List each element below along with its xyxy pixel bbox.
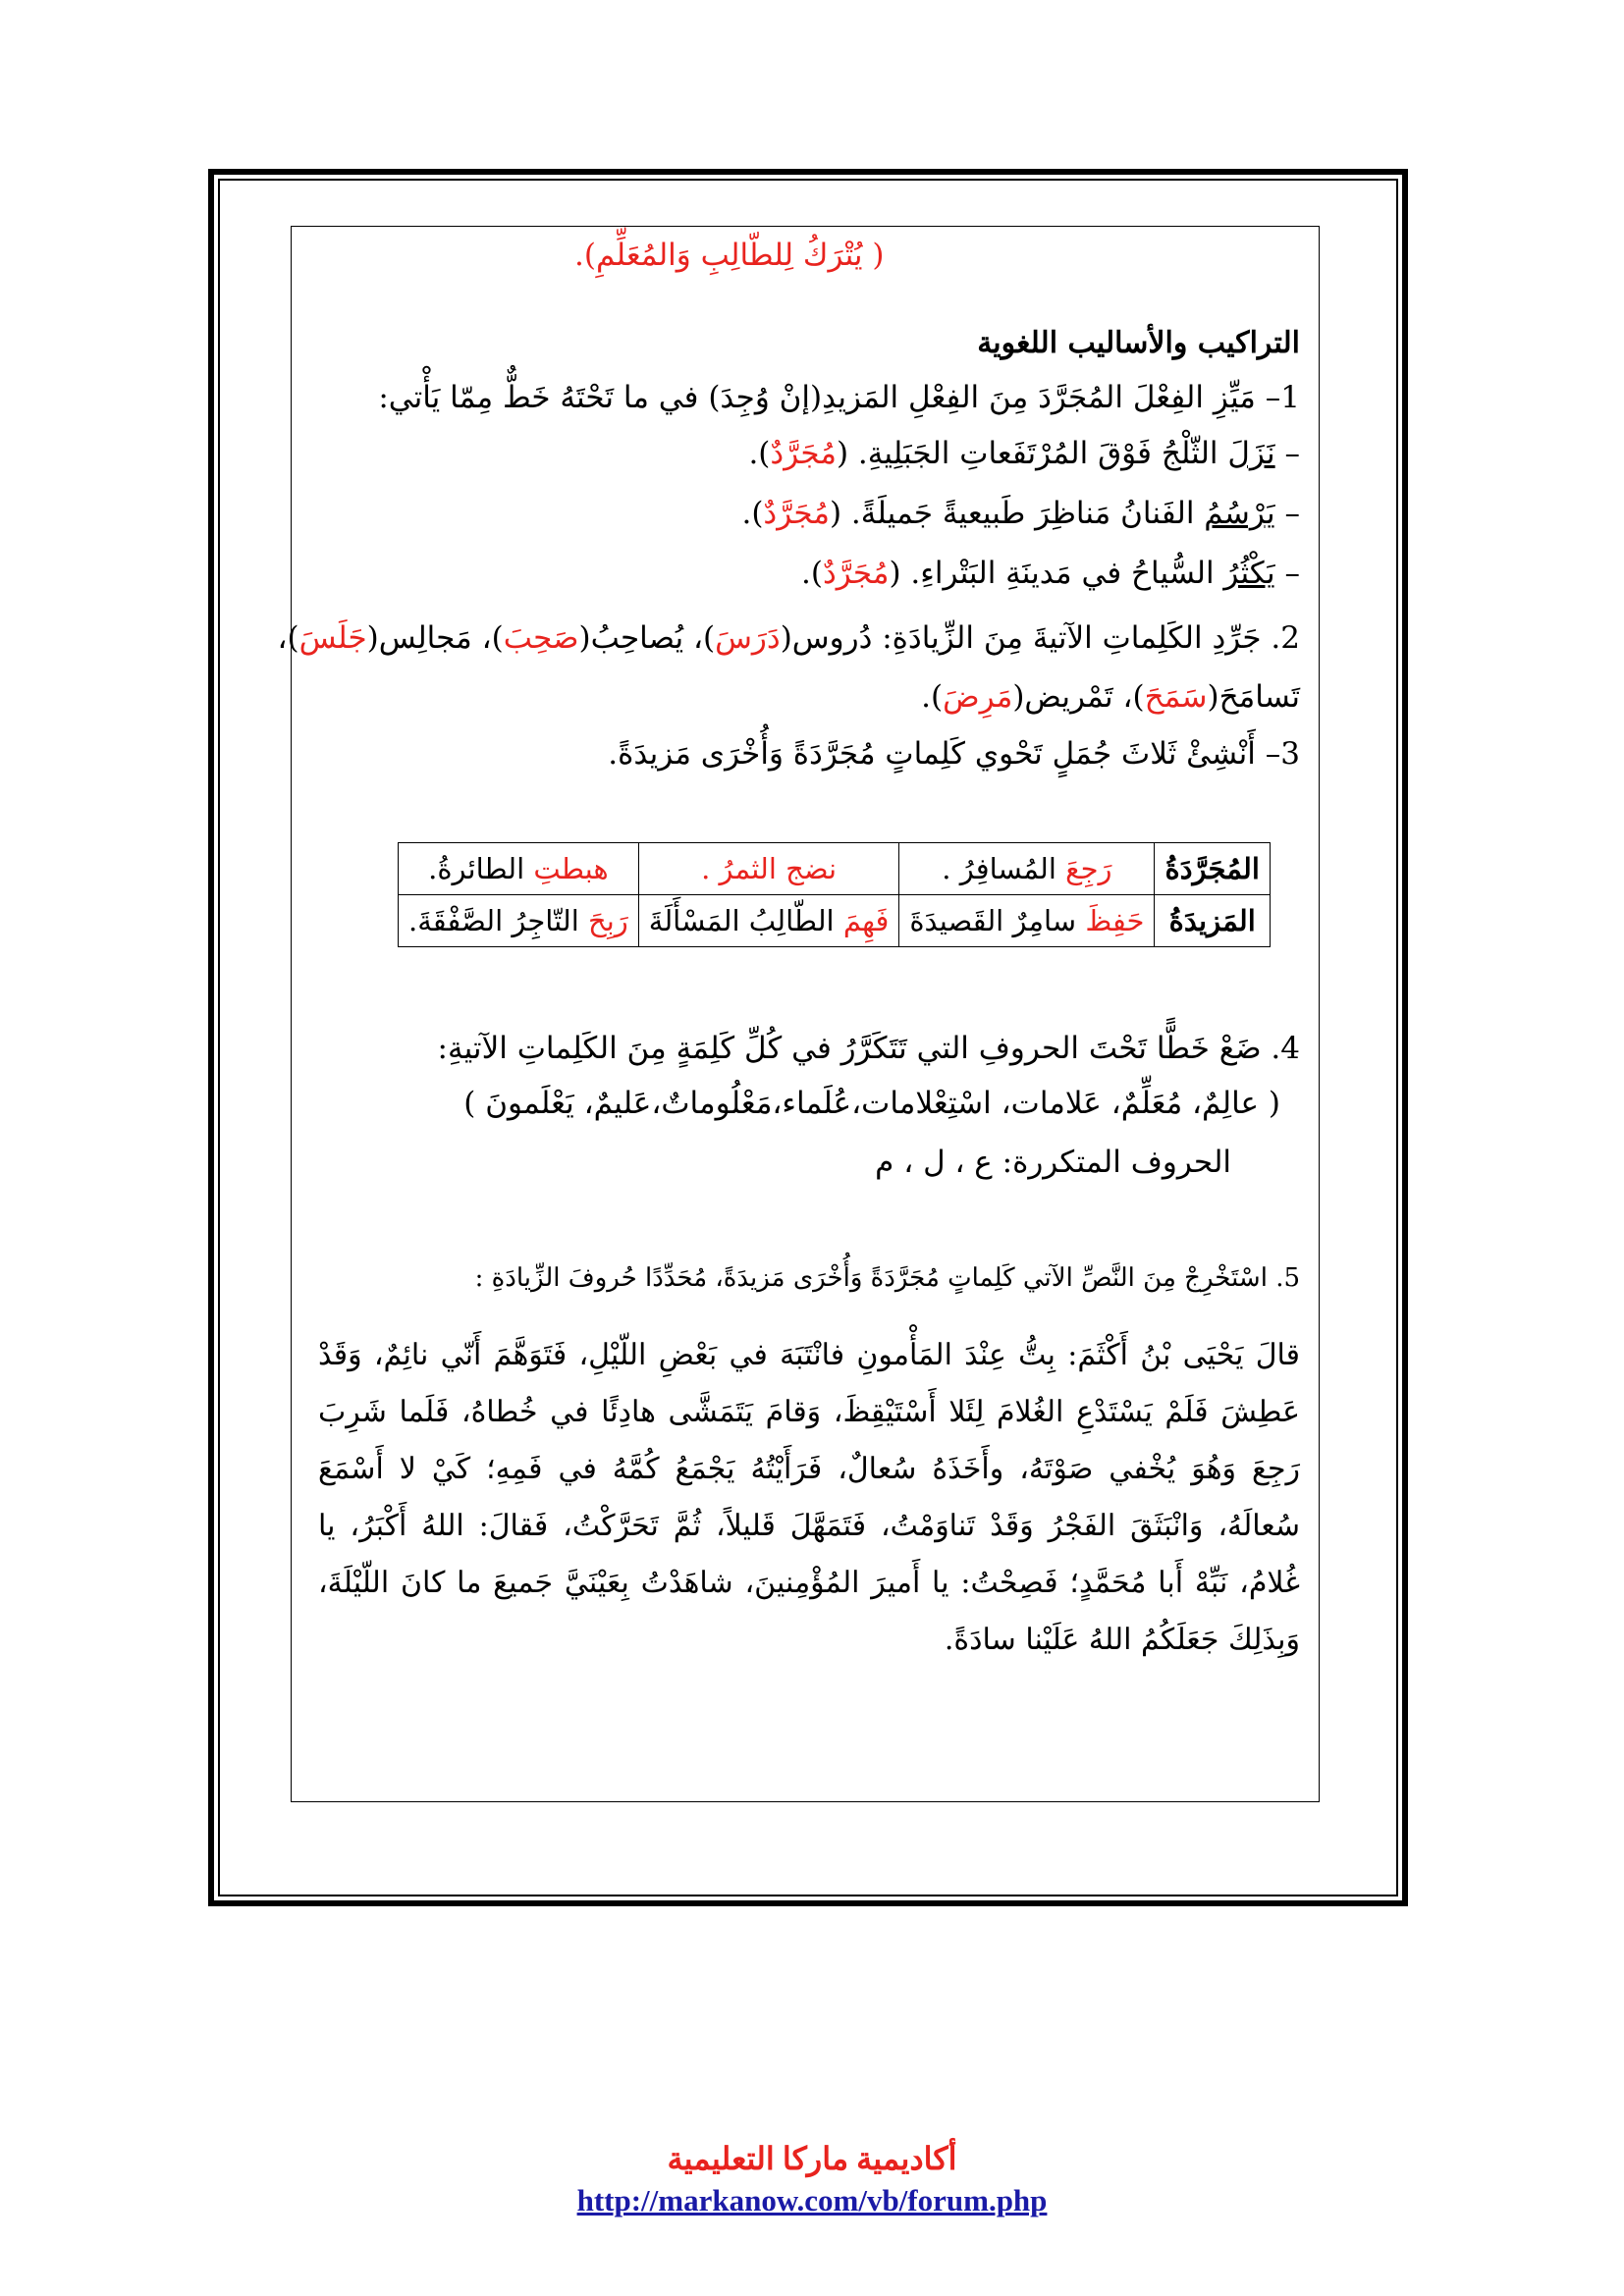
q2-text: )، مَجالِس( <box>366 620 504 656</box>
table-cell: نضج الثمرُ . <box>638 843 899 895</box>
table-cell <box>899 895 1155 947</box>
dash: – <box>1274 436 1300 471</box>
dash: – <box>1274 496 1300 531</box>
q5-passage: قالَ يَحْيَى بْنُ أَكْثَمَ: بِتُّ عِنْدَ المَأْمونِ فانْتَبَهَ في بَعْضِ اللّيْلِ، فَتَوَهَّمَ أَنّي نائِمٌ، وَقَدْ عَطِشَ فَلَمْ يَسْتَدْعِ الغُلامَ لِئَلا أَسْتَيْقِظَ، وَقامَ يَتَمَشَّى هادِئًا في خُطاهُ، فَلَما شَرِبَ رَجِعَ وَهُوَ يُخْفي صَوْتَهُ، وأَخَذَهُ سُعالٌ، فَرَأَيْتُهُ يَجْمَعُ كُمَّهُ في فَمِهِ؛ كَيْ لا أَسْمَعَ سُعالَهُ، وَانْبَثَقَ الفَجْرُ وَقَدْ تَناوَمْتُ، فَتَمَهَّلَ قَليلاً، ثُمَّ تَحَرَّكْتُ، فَقالَ: اللهُ أَكْبَرُ، يا غُلامُ، نَبِّهْ أَبا مُحَمَّدٍ؛ فَصِحْتُ: يا أَميرَ المُؤْمِنينَ، شاهَدْتُ بِعَيْنَيَّ جَميعَ ما كانَ اللّيْلَةَ، وَبِذَلِكَ جَعَلَكُمُ اللهُ عَلَيْنا سادَةً. <box>318 1338 1300 1657</box>
row-head: المَزيدَةُ <box>1155 895 1271 947</box>
teacher-note: ( يُتْرَكُ لِلطّالِبِ وَالمُعَلِّمِ). <box>574 238 885 273</box>
words-table <box>398 842 1271 947</box>
cell-text: الطّالِبُ المَسْأَلَةَ <box>648 904 843 937</box>
verb: هبطتِ <box>533 852 609 885</box>
underlined-verb: يَرْسُمُ <box>1204 496 1275 531</box>
footer-title: أكاديمية ماركا التعليمية <box>667 2141 957 2176</box>
q1-item-2 <box>741 494 1300 533</box>
q2-text: )، يُصاحِبُ( <box>578 620 716 656</box>
sentence-end: ). <box>741 496 764 531</box>
q1-prompt: 1– مَيِّزِ الفِعْلَ المُجَرَّدَ مِنَ الفِعْلِ المَزيدِ(إنْ وُجِدَ) في ما تَحْتَهُ خَطٌّ مِمّا يَأْتي: <box>378 380 1300 415</box>
underlined-verb: يَكْثُرُ <box>1223 556 1275 591</box>
sentence-text: الثّلْجُ فَوْقَ المُرْتَفَعاتِ الجَبَلِيةِ. ( <box>836 436 1228 471</box>
verb: فَهِمَ <box>842 904 890 937</box>
q2-answer: صَحِبَ <box>503 620 579 656</box>
q2-text: )، <box>277 620 299 656</box>
q5-prompt: 5. اسْتَخْرِجْ مِنَ النَّصِّ الآتي كَلِماتٍ مُجَرَّدَةً وَأُخْرَى مَزيدَةً، مُحَدِّدًا حُروفَ الزِّيادَةِ : <box>474 1263 1300 1293</box>
q2-text: 2. جَرِّدِ الكَلِماتِ الآتيةَ مِنَ الزِّيادَةِ: دُروس( <box>780 620 1300 656</box>
sentence-text: السُّياحُ في مَدينَةِ البَتْراءِ. ( <box>889 556 1224 591</box>
q4-answer: الحروف المتكررة: ع ، ل ، م <box>875 1145 1231 1180</box>
q2-line-1 <box>278 618 1300 658</box>
verb: حَفِظَ <box>1085 904 1145 937</box>
table-cell <box>399 895 639 947</box>
table-cell: هبطتِ الطائرةُ. <box>399 843 639 895</box>
sentence-end: ). <box>800 556 823 591</box>
row-head: المُجَرَّدَةُ <box>1155 843 1271 895</box>
q2-answer: مَرِضَ <box>943 679 1013 715</box>
answer: مُجَرَّدٌ <box>770 436 837 471</box>
q1-item-3 <box>801 554 1300 593</box>
table-row <box>399 843 1271 895</box>
cell-text: سامِرٌ القَصيدَةَ <box>909 904 1086 937</box>
q1-item-1 <box>748 434 1300 473</box>
table-row <box>399 895 1271 947</box>
table-cell: رَجِعَ المُسافِرُ . <box>899 843 1155 895</box>
table-cell <box>638 895 899 947</box>
q4-prompt: 4. ضَعْ خَطًّا تَحْتَ الحروفِ التي تَتَكَرَّرُ في كُلِّ كَلِمَةٍ مِنَ الكَلِماتِ الآتيةِ: <box>437 1031 1300 1066</box>
sentence-text: الفَنانُ مَناظِرَ طَبيعيةً جَميلَةً. ( <box>829 496 1205 531</box>
q4-words: ( عالِمٌ، مُعَلِّمٌ، عَلامات، اسْتِعْلامات،عُلَماء،مَعْلُوماتٌ،عَليمٌ، يَعْلَمونَ ) <box>463 1086 1280 1121</box>
verb: رَجِعَ <box>1065 852 1112 885</box>
underlined-verb: نَزَلَ <box>1227 436 1275 471</box>
q3-prompt: 3– أَنْشِئْ ثَلاثَ جُمَلٍ تَحْوي كَلِماتٍ مُجَرَّدَةً وَأُخْرَى مَزيدَةً. <box>608 736 1300 772</box>
sentence-end: ). <box>748 436 771 471</box>
answer: مُجَرَّدٌ <box>822 556 890 591</box>
cell-text: التّاجِرُ الصَّفْقَةَ. <box>408 904 588 937</box>
q2-text: ). <box>921 679 944 715</box>
q2-text: تَسامَحَ( <box>1207 679 1300 715</box>
q2-answer: سَمَحَ <box>1144 679 1208 715</box>
q2-answer: دَرَسَ <box>715 620 781 656</box>
section-title: التراكيب والأساليب اللغوية <box>977 326 1300 360</box>
answer: مُجَرَّدٌ <box>763 496 830 531</box>
footer-link[interactable]: http://markanow.com/vb/forum.php <box>576 2183 1048 2217</box>
verb: رَبِحَ <box>588 904 628 937</box>
dash: – <box>1274 556 1300 591</box>
q2-answer: جَلَسَ <box>298 620 367 656</box>
q2-text: )، تَمْريض( <box>1012 679 1145 715</box>
q2-line-2 <box>921 677 1300 717</box>
